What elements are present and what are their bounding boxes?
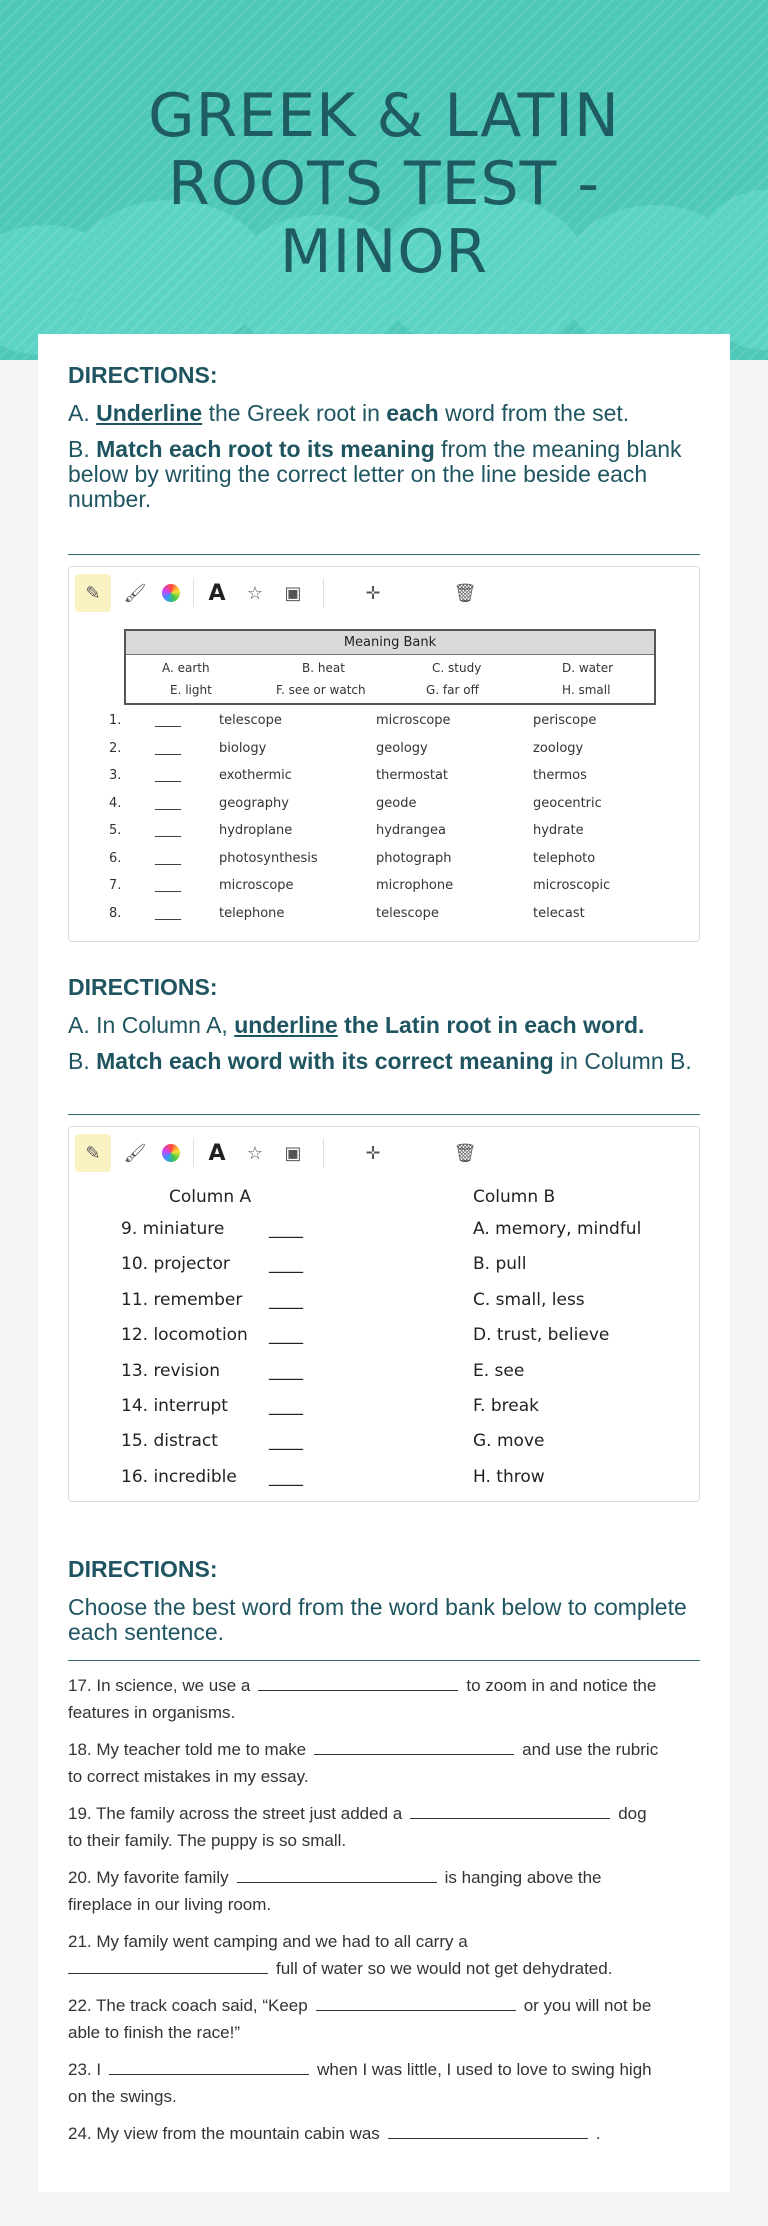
question-text: features in organisms. xyxy=(68,1703,236,1722)
worksheet-widget-2[interactable] xyxy=(68,1126,700,1502)
question-22 xyxy=(68,1992,700,2046)
bank-title: Meaning Bank xyxy=(126,631,654,655)
question-text: on the swings. xyxy=(68,2087,177,2106)
question-text: when I was little, I used to love to swing high xyxy=(317,2060,652,2079)
section-3-directions xyxy=(68,1556,700,2143)
question-text: . xyxy=(595,2124,601,2143)
root-word: microphone xyxy=(376,878,454,893)
worksheet-widget-1[interactable] xyxy=(68,566,700,942)
bank-entry: H. small xyxy=(562,683,611,697)
answer-blank[interactable]: ____ xyxy=(269,1431,303,1452)
toolbar xyxy=(69,1127,699,1181)
direction-bold: the Latin root in each word. xyxy=(337,1012,645,1038)
column-b-meaning: F. break xyxy=(473,1396,539,1416)
root-word: telephone xyxy=(219,905,285,921)
toolbar-separator xyxy=(323,579,324,607)
column-b-meaning: D. trust, believe xyxy=(473,1325,610,1346)
bank-entry: E. light xyxy=(170,683,212,697)
column-b-meaning: H. throw xyxy=(473,1466,545,1487)
section-heading: DIRECTIONS: xyxy=(68,974,218,1000)
answer-blank[interactable] xyxy=(316,1995,516,2011)
question-21 xyxy=(68,1928,700,1982)
answer-blank[interactable]: ____ xyxy=(155,823,181,838)
divider xyxy=(68,1660,700,1661)
column-a-word: 10. projector xyxy=(121,1254,230,1275)
column-b-meaning: G. move xyxy=(473,1431,545,1452)
text-icon[interactable]: A xyxy=(208,580,226,606)
trash-icon[interactable]: 🗑 xyxy=(453,1142,477,1164)
question-text: 20. My favorite family xyxy=(68,1868,229,1887)
root-word: periscope xyxy=(533,713,597,728)
bank-entry: D. water xyxy=(562,661,614,675)
answer-blank[interactable]: ____ xyxy=(155,795,181,811)
toolbar-separator xyxy=(193,1139,194,1167)
root-word: microscope xyxy=(219,878,294,893)
section-2-directions xyxy=(68,974,700,1487)
image-icon[interactable]: ▣ xyxy=(284,1142,302,1164)
row-number: 8. xyxy=(109,905,122,921)
root-word: zoology xyxy=(533,740,584,756)
brush-icon[interactable]: 🖌 xyxy=(123,1142,147,1164)
toolbar-separator xyxy=(323,1139,324,1167)
row-number: 4. xyxy=(109,795,122,811)
divider xyxy=(68,554,700,555)
root-word: exothermic xyxy=(219,768,292,783)
question-17 xyxy=(68,1672,700,1726)
answer-blank[interactable] xyxy=(388,2123,588,2139)
question-20 xyxy=(68,1864,700,1918)
content-card xyxy=(38,334,730,2192)
star-icon[interactable]: ☆ xyxy=(246,1142,264,1164)
toolbar-separator xyxy=(193,579,194,607)
direction-text: B. xyxy=(68,436,97,462)
question-18 xyxy=(68,1736,700,1790)
divider xyxy=(68,1114,700,1115)
answer-blank[interactable]: ____ xyxy=(269,1219,303,1239)
row-number: 1. xyxy=(109,713,122,728)
pencil-icon[interactable]: ✎ xyxy=(75,1134,111,1172)
brush-icon[interactable]: 🖌 xyxy=(123,582,147,604)
meaning-bank xyxy=(124,629,656,705)
direction-text: A. In Column A, xyxy=(68,1012,235,1038)
root-word: hydroplane xyxy=(219,823,293,838)
root-word: thermos xyxy=(533,768,587,783)
column-a-word: 14. interrupt xyxy=(121,1396,228,1416)
question-text: 22. The track coach said, “Keep xyxy=(68,1996,308,2015)
question-text: able to finish the race!” xyxy=(68,2023,240,2042)
root-word: telescope xyxy=(376,905,439,921)
row-number: 5. xyxy=(109,823,122,838)
move-icon[interactable]: ✛ xyxy=(365,1142,381,1164)
root-word: biology xyxy=(219,740,267,756)
direction-text: A. xyxy=(68,400,97,426)
answer-blank[interactable]: ____ xyxy=(155,713,181,728)
question-text: dog xyxy=(618,1804,647,1823)
column-a-word: 11. remember xyxy=(121,1289,243,1310)
hero-banner xyxy=(0,0,768,360)
answer-blank[interactable]: ____ xyxy=(269,1325,303,1346)
question-text: or you will not be xyxy=(523,1996,652,2015)
root-word: hydrate xyxy=(533,823,584,838)
column-a-word: 15. distract xyxy=(121,1431,218,1452)
question-text: to correct mistakes in my essay. xyxy=(68,1767,309,1786)
pencil-icon[interactable]: ✎ xyxy=(75,574,111,612)
direction-bold: Match each root to its meaning xyxy=(96,436,435,462)
root-word: geology xyxy=(376,740,428,756)
question-text: 21. My family went camping and we had to all carry a xyxy=(68,1932,468,1951)
direction-text: from the meaning blank below by writing the correct letter on the line beside each number. xyxy=(68,436,682,512)
root-word: thermostat xyxy=(376,768,449,783)
answer-blank[interactable]: ____ xyxy=(155,905,181,921)
answer-blank[interactable]: ____ xyxy=(269,1396,303,1416)
answer-blank[interactable]: ____ xyxy=(269,1360,303,1381)
question-24 xyxy=(68,2120,700,2147)
star-icon[interactable]: ☆ xyxy=(246,582,264,604)
direction-text: word from the set. xyxy=(438,400,630,426)
column-a-word: 16. incredible xyxy=(121,1466,237,1487)
color-wheel-icon[interactable] xyxy=(153,1134,189,1172)
section-heading: DIRECTIONS: xyxy=(68,1556,218,1582)
column-b-meaning: C. small, less xyxy=(473,1289,585,1310)
trash-icon[interactable]: 🗑 xyxy=(453,582,477,604)
column-b-meaning: A. memory, mindful xyxy=(473,1219,642,1239)
bank-entry: G. far off xyxy=(426,683,479,697)
answer-blank[interactable]: ____ xyxy=(155,878,181,893)
answer-blank[interactable]: ____ xyxy=(155,850,181,866)
question-23 xyxy=(68,2056,700,2110)
root-word: geode xyxy=(376,795,417,811)
column-a-word: 13. revision xyxy=(121,1360,221,1381)
text-icon[interactable]: A xyxy=(208,1140,226,1166)
direction-underlined: underline xyxy=(234,1012,338,1038)
answer-blank[interactable]: ____ xyxy=(269,1289,303,1310)
question-text: to zoom in and notice the xyxy=(466,1676,657,1695)
color-wheel-icon[interactable] xyxy=(153,574,189,612)
bank-entry: C. study xyxy=(432,661,482,675)
answer-blank[interactable]: ____ xyxy=(269,1254,303,1275)
answer-blank[interactable] xyxy=(68,1958,268,1974)
root-word: photosynthesis xyxy=(219,850,318,866)
root-word: microscope xyxy=(376,713,451,728)
direction-text: in Column B. xyxy=(553,1048,692,1074)
section-heading: DIRECTIONS: xyxy=(68,362,218,388)
question-19 xyxy=(68,1800,700,1854)
question-text: 24. My view from the mountain cabin was xyxy=(68,2124,380,2143)
question-text: 17. In science, we use a xyxy=(68,1676,251,1695)
direction-b xyxy=(68,437,700,512)
image-icon[interactable]: ▣ xyxy=(284,582,302,604)
bank-entry: F. see or watch xyxy=(276,683,366,697)
bank-entry: B. heat xyxy=(302,661,345,675)
root-word: telecast xyxy=(533,905,585,921)
direction-underlined: Underline xyxy=(96,400,203,426)
direction-bold: Match each word with its correct meaning xyxy=(96,1048,554,1074)
answer-blank[interactable] xyxy=(109,2059,309,2075)
column-b-header: Column B xyxy=(473,1187,556,1207)
column-a-word: 12. locomotion xyxy=(121,1325,248,1346)
answer-blank[interactable] xyxy=(410,1803,610,1819)
root-word: geography xyxy=(219,795,289,811)
question-text: to their family. The puppy is so small. xyxy=(68,1831,347,1850)
direction-text: the Greek root in xyxy=(202,400,387,426)
direction-instruction: Choose the best word from the word bank below to complete each sentence. xyxy=(68,1594,687,1645)
question-text: fireplace in our living room. xyxy=(68,1895,272,1914)
column-b-meaning: E. see xyxy=(473,1360,525,1381)
move-icon[interactable]: ✛ xyxy=(365,582,381,604)
answer-blank[interactable] xyxy=(258,1675,458,1691)
question-text: 19. The family across the street just added a xyxy=(68,1804,403,1823)
direction-a xyxy=(68,401,700,426)
row-number: 6. xyxy=(109,850,122,866)
page-title: GREEK & LATIN ROOTS TEST - MINOR xyxy=(148,81,620,287)
direction-text: B. xyxy=(68,1048,97,1074)
root-word: geocentric xyxy=(533,795,602,811)
answer-blank[interactable]: ____ xyxy=(155,740,181,756)
direction-b xyxy=(68,1049,700,1074)
root-word: hydrangea xyxy=(376,823,446,838)
question-text: 23. I xyxy=(68,2060,102,2079)
bank-entry: A. earth xyxy=(162,661,210,675)
column-b-meaning: B. pull xyxy=(473,1254,527,1275)
section-1-directions xyxy=(68,362,700,921)
question-text: 18. My teacher told me to make xyxy=(68,1740,307,1759)
answer-blank[interactable] xyxy=(237,1867,437,1883)
row-number: 7. xyxy=(109,878,122,893)
question-text: full of water so we would not get dehydrated. xyxy=(276,1959,613,1978)
answer-blank[interactable]: ____ xyxy=(269,1466,303,1487)
row-number: 3. xyxy=(109,768,122,783)
answer-blank[interactable]: ____ xyxy=(155,768,181,783)
question-text: and use the rubric xyxy=(522,1740,659,1759)
direction-a xyxy=(68,1013,700,1038)
column-a-word: 9. miniature xyxy=(121,1219,225,1239)
column-a-header: Column A xyxy=(169,1187,252,1207)
root-word: telescope xyxy=(219,713,282,728)
question-text: is hanging above the xyxy=(444,1868,602,1887)
toolbar xyxy=(69,567,699,621)
row-number: 2. xyxy=(109,740,122,756)
root-word: photograph xyxy=(376,850,452,866)
direction-bold: each xyxy=(386,400,439,426)
root-word: telephoto xyxy=(533,850,596,866)
answer-blank[interactable] xyxy=(314,1739,514,1755)
root-word: microscopic xyxy=(533,878,611,893)
